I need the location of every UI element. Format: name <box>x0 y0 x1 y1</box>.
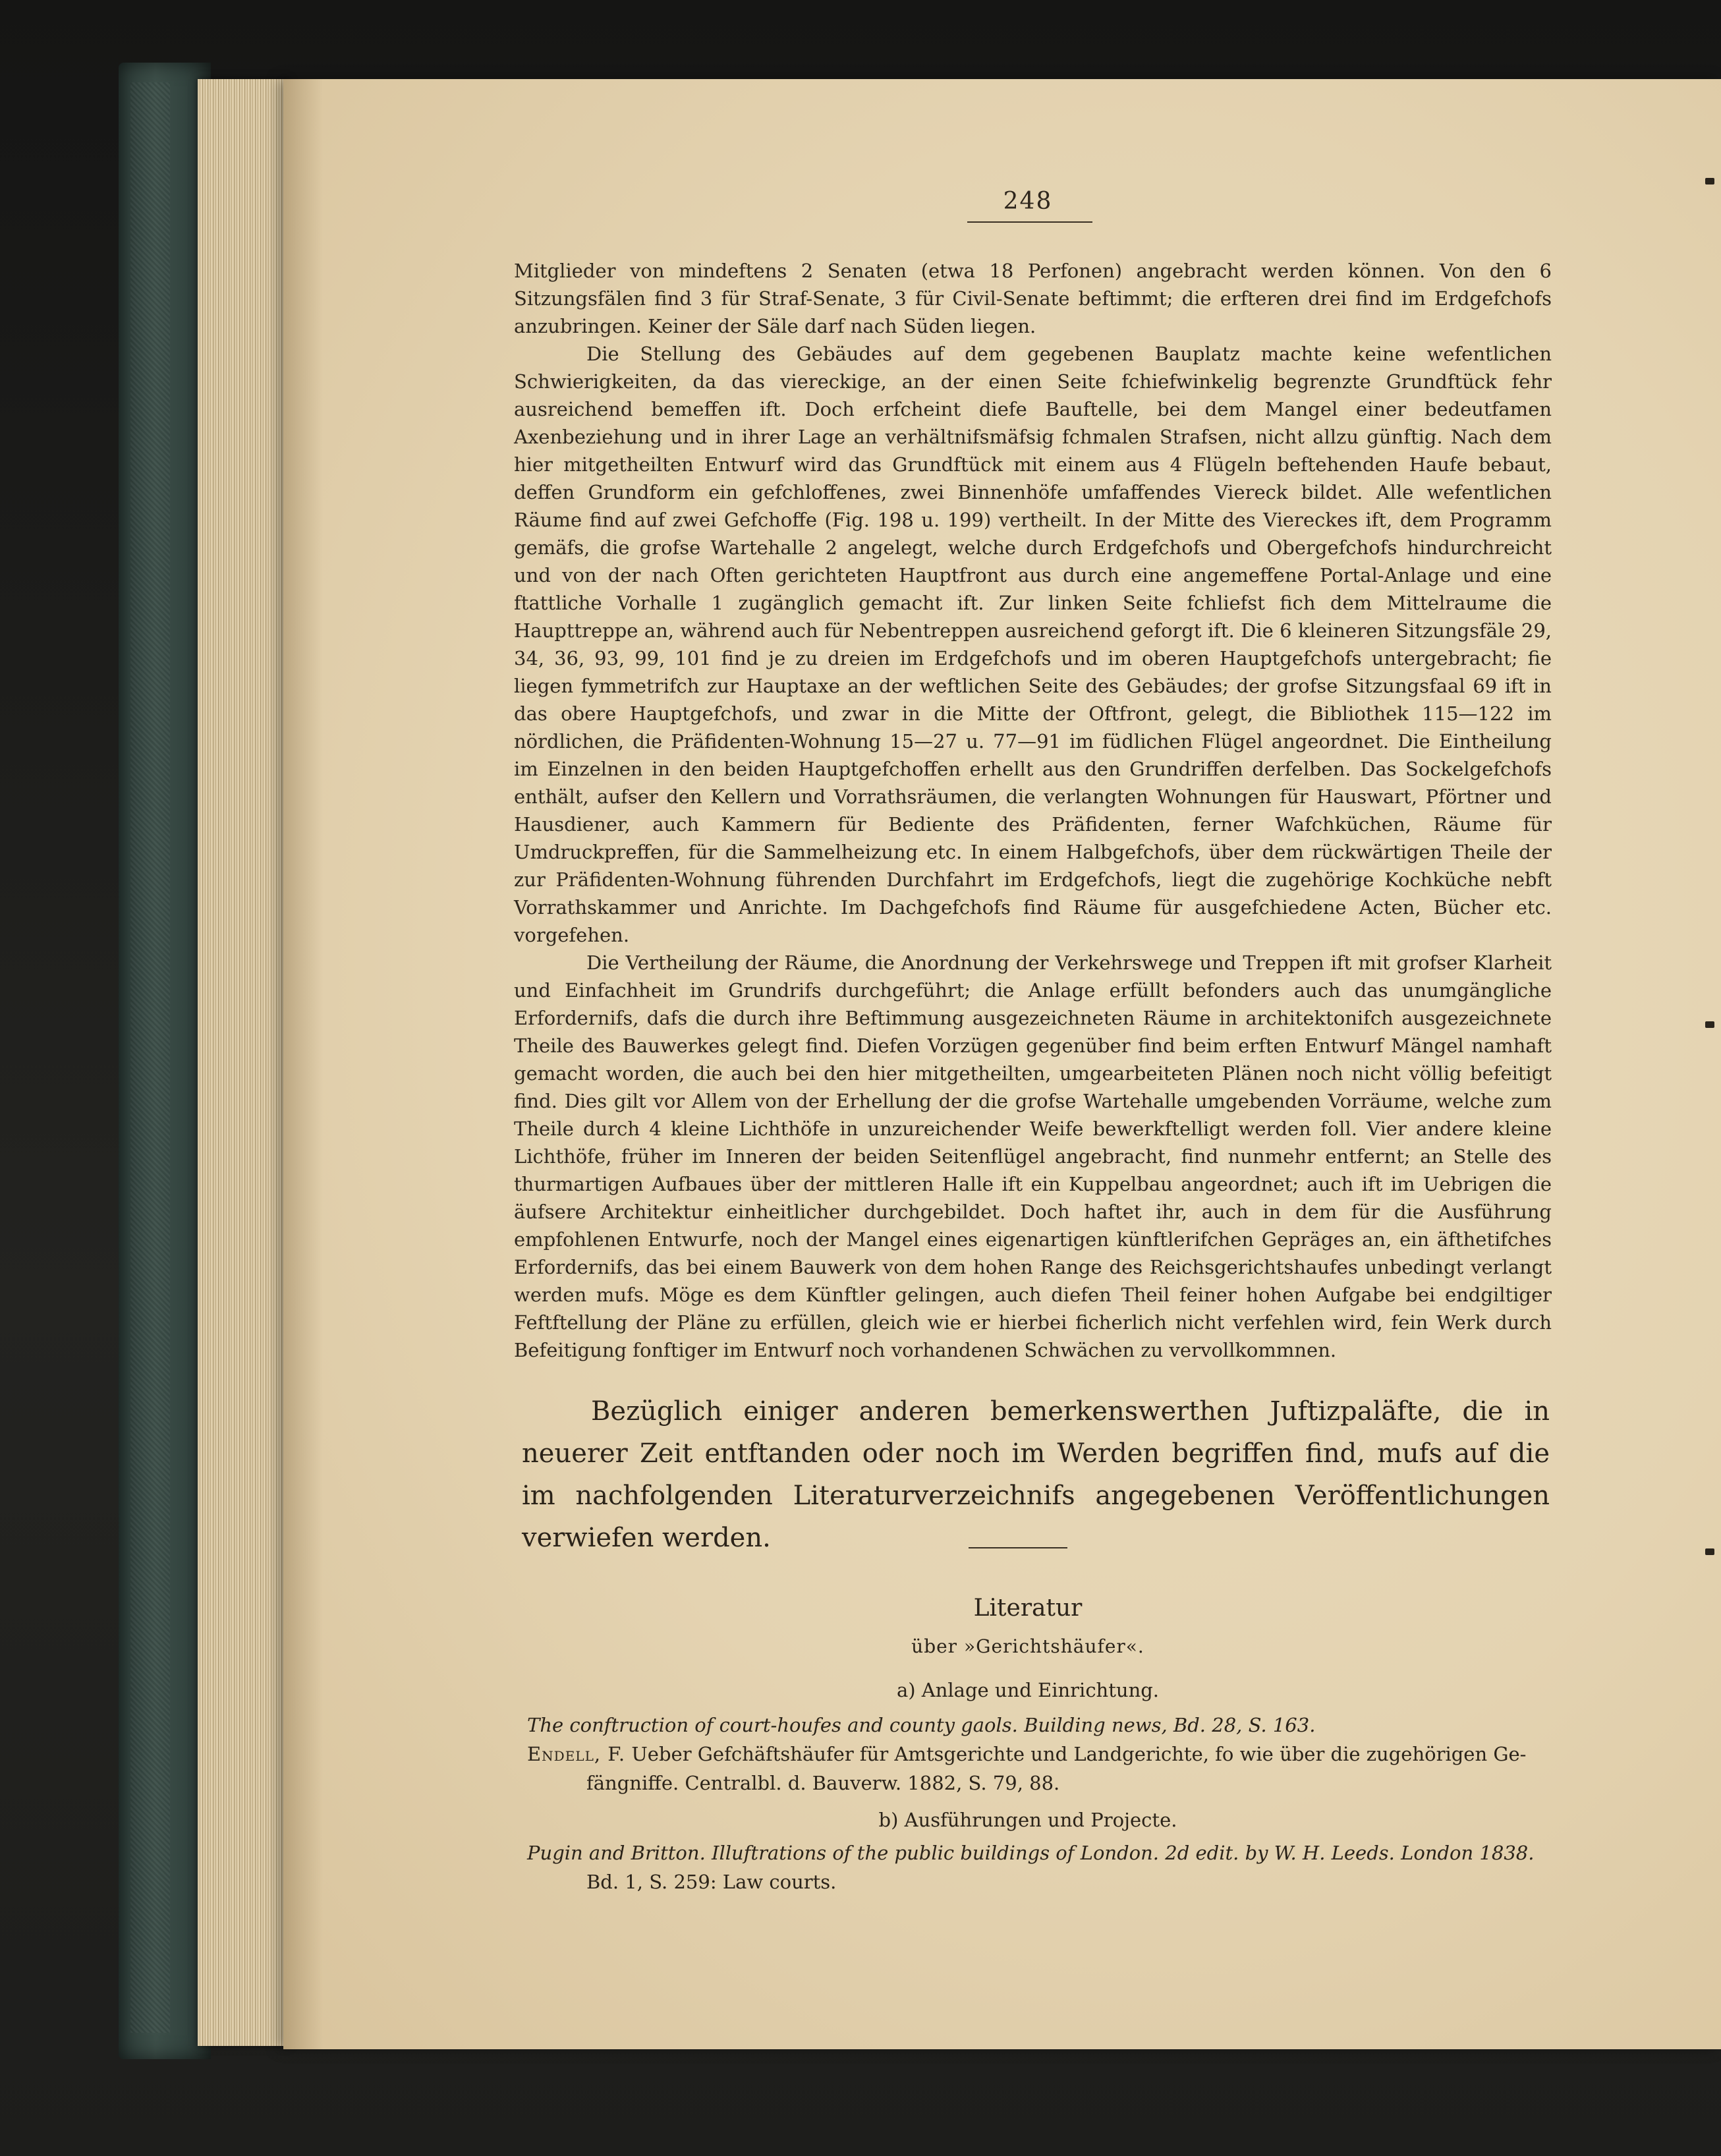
literature-section-b: b) Ausführungen und Projecte. <box>878 1809 1177 1831</box>
paragraph-3: Die Vertheilung der Räume, die Anordnung der Verkehrswege und Treppen ift mit grofser Klarheit und Einfachheit im Grundrifs durchgeführt; die Anlage erfüllt befonders auch das unumgängliche Erfordernifs, dafs die durch ihre Beftimmung ausgezeichneten Räume in architektonifch ausgezeichnete Theile des Bauwerkes gelegt find. Diefen Vorzügen gegenüber find beim erften Entwurf Mängel namhaft gemacht worden, die auch bei den hier mitgetheilten, umgearbeiteten Plänen noch nicht völlig befeitigt find. Dies gilt vor Allem von der Erhellung der die grofse Wartehalle umgebenden Vorräume, welche zum Theile durch 4 kleine Lichthöfe in unzureichender Weife bewerkftelligt werden foll. Vier andere kleine Lichthöfe, früher im Inneren der beiden Seitenflügel angebracht, find nunmehr entfernt; an Stelle des thurmartigen Aufbaues über der mittleren Halle ift ein Kuppelbau angeordnet; auch ift im Uebrigen die äufsere Architektur einheitlicher durchgebildet. Doch haftet ihr, auch in dem für die Ausführung empfohlenen Entwurfe, noch der Mangel eines eigenartigen künftlerifchen Gepräges an, ein äfthetifches Erfordernifs, das bei einem Bauwerk von dem hohen Range des Reichsgerichtshaufes unbedingt verlangt werden mufs. Möge es dem Künftler gelingen, auch diefen Theil feiner hohen Aufgabe bei endgiltiger Feftftellung der Pläne zu erfüllen, gleich wie er hierbei ficherlich nicht verfehlen wird, fein Werk durch Befeitigung fonftiger im Entwurf noch vorhandenen Schwächen zu vervollkommnen. <box>514 951 1552 1361</box>
paragraph-2: Die Stellung des Gebäudes auf dem gegebenen Bauplatz machte keine wefentlichen Schwierigkeiten, da das viereckige, an der einen Seite fchiefwinkelig begrenzte Grundftück fehr ausreichend bemeffen ift. Doch erfcheint diefe Bauftelle, bei dem Mangel einer bedeutfamen Axenbeziehung und in ihrer Lage an verhältnifsmäfsig fchmalen Strafsen, nicht allzu günftig. Nach dem hier mitgetheilten Entwurf wird das Grundftück mit einem aus 4 Flügeln beftehenden Haufe bebaut, deffen Grundform ein gefchloffenes, zwei Binnenhöfe umfaffendes Viereck bildet. Alle wefentlichen Räume find auf zwei Gefchoffe (Fig. 198 u. 199) vertheilt. In der Mitte des Viereckes ift, dem Programm gemäfs, die grofse Wartehalle 2 angelegt, welche durch Erdgefchofs und Obergefchofs hindurchreicht und von der nach Often gerichteten Hauptfront aus durch eine angemeffene Portal-Anlage und eine ftattliche Vorhalle 1 zugänglich gemacht ift. Zur linken Seite fchliefst fich dem Mittelraume die Haupttreppe an, während auch für Nebentreppen ausreichend geforgt ift. Die 6 kleineren Sitzungsfäle 29, 34, 36, 93, 99, 101 find je zu dreien im Erdgefchofs und im oberen Hauptgefchofs untergebracht; fie liegen fymmetrifch zur Hauptaxe an der weftlichen Seite des Gebäudes; der grofse Sitzungsfaal 69 ift in das obere Hauptgefchofs, und zwar in die Mitte der Oftfront, gelegt, die Bibliothek 115—122 im nördlichen, die Präfidenten-Wohnung 15—27 u. 77—91 im füdlichen Flügel angeordnet. Die Eintheilung im Einzelnen in den beiden Hauptgefchoffen erhellt aus den Grundriffen derfelben. Das Sockelgefchofs enthält, aufser den Kellern und Vorrathsräumen, die verlangten Wohnungen für Hauswart, Pförtner und Hausdiener, auch Kammern für Bediente des Präfidenten, ferner Wafchküchen, Räume für Umdruckpreffen, für die Sammelheizung etc. In einem Halbgefchofs, über dem rückwärtigen Theile der zur Präfidenten-Wohnung führenden Durchfahrt im Erdgefchofs, liegt die zugehörige Kochküche nebft Vorrathskammer und Anrichte. Im Dachgefchofs find Räume für ausgefchiedene Acten, Bücher etc. vorgefehen. <box>514 343 1552 946</box>
page-clip-mark <box>1705 178 1714 184</box>
large-paragraph: Bezüglich einiger anderen bemerkenswerthen Juftizpaläfte, die in neuerer Zeit entftanden oder noch im Werden begriffen find, mufs auf die im nachfolgenden Literaturverzeichnifs angegebenen Veröffentlichungen verwiefen werden. <box>522 1396 1550 1553</box>
entry-1-text: The conftruction of court-houfes and county gaols. Building news, Bd. 28, S. 163. <box>527 1714 1316 1736</box>
entry-2-author: Endell, F. <box>527 1743 626 1765</box>
page-number: 248 <box>1003 188 1053 215</box>
page-clip-mark <box>1705 1021 1714 1028</box>
paragraph-1: Mitglieder von mindeftens 2 Senaten (etwa 18 Perfonen) angebracht werden können. Von den 6 Sitzungsfälen find 3 für Straf-Senate, 3 für Civil-Senate beftimmt; die erfteren drei find im Erdgefchofs anzubringen. Keiner der Säle darf nach Süden liegen. <box>514 260 1552 337</box>
literature-entry-2 <box>527 1740 1555 1798</box>
entry-2-line-1: Ueber Gefchäftshäufer für Amtsgerichte und Landgerichte, fo wie über die zugehörigen Ge- <box>631 1743 1527 1765</box>
entry-2-line-2: fängniffe. Centralbl. d. Bauverw. 1882, S. 79, 88. <box>586 1772 1060 1794</box>
page-clip-mark <box>1705 1548 1714 1555</box>
literature-title: Literatur <box>973 1595 1083 1622</box>
page-number-rule <box>967 221 1092 223</box>
literature-entry-3 <box>527 1838 1555 1896</box>
literature-entry-1 <box>527 1711 1555 1740</box>
section-divider <box>969 1547 1067 1548</box>
entry-3-line-1: Pugin and Britton. Illuftrations of the public buildings of London. 2d edit. by W. H. Leeds. London 1838. <box>527 1842 1535 1864</box>
literature-subtitle: über »Gerichtshäufer«. <box>911 1635 1144 1657</box>
book-cover-edge <box>119 63 211 2059</box>
literature-section-a: a) Anlage und Einrichtung. <box>896 1679 1160 1701</box>
body-text <box>514 257 1552 1364</box>
entry-3-line-2: Bd. 1, S. 259: Law courts. <box>586 1871 837 1893</box>
page-stack-edge <box>198 79 290 2046</box>
